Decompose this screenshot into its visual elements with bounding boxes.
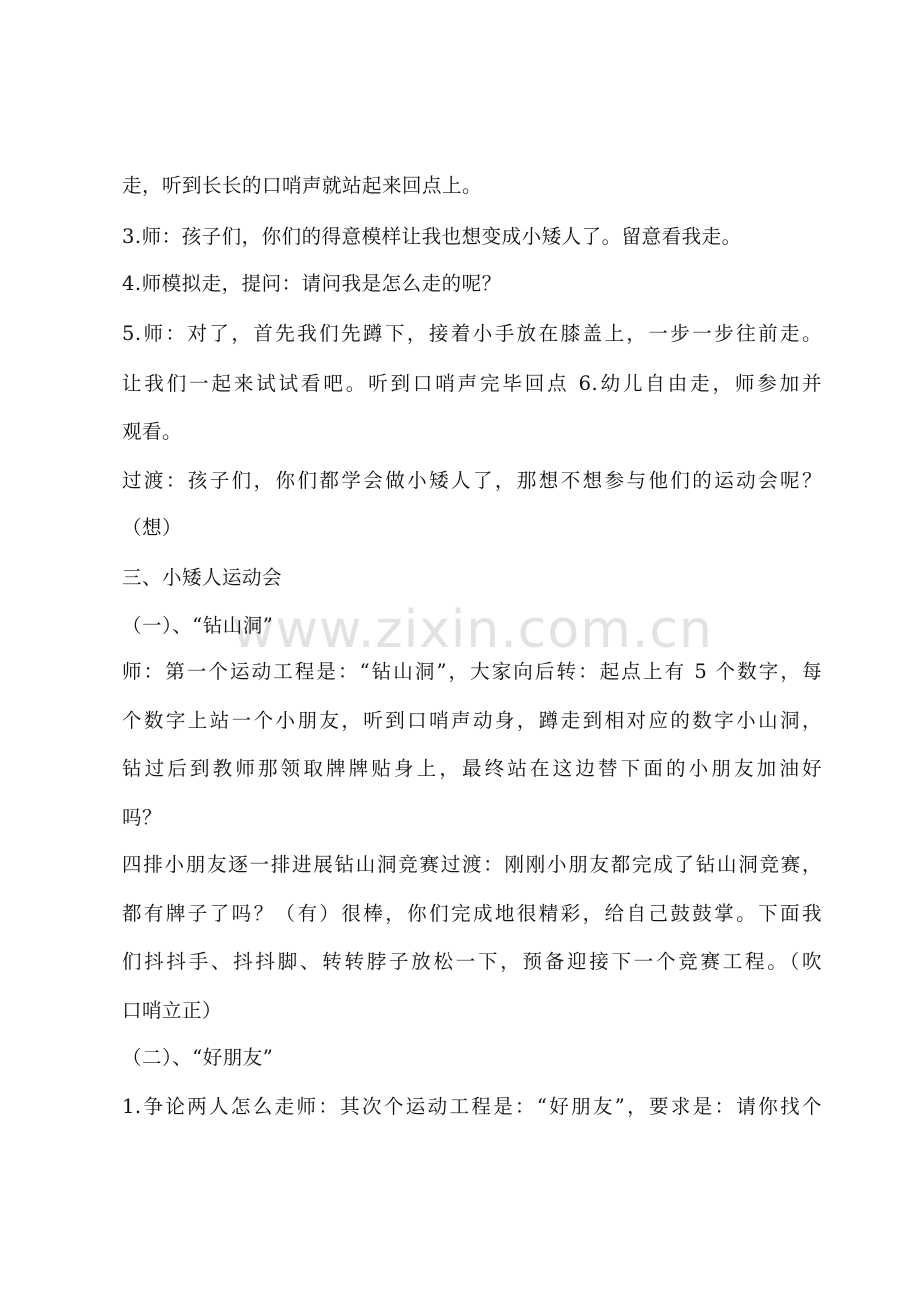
subsection-heading: （一）、“钻山洞” [122, 614, 274, 637]
watermark: www.zixin.com.cn [232, 600, 713, 660]
text-line: 吗？ [122, 806, 163, 829]
text-line: 3.师：孩子们，你们的得意模样让我也想变成小矮人了。留意看我走。 [122, 225, 742, 248]
text-line: 都有牌子了吗？（有）很棒，你们完成地很精彩，给自己鼓鼓掌。下面我 [122, 902, 822, 925]
text-line: 让我们一起来试试看吧。听到口哨声完毕回点 6.幼儿自由走，师参加并 [122, 372, 822, 395]
text-line: （想） [122, 516, 183, 539]
text-line: 4.师模拟走，提问：请问我是怎么走的呢？ [122, 272, 502, 295]
text-line: 钻过后到教师那领取牌牌贴身上，最终站在这边替下面的小朋友加油好 [122, 757, 822, 780]
text-line: 四排小朋友逐一排进展钻山洞竞赛过渡：刚刚小朋友都完成了钻山洞竞赛， [122, 853, 822, 876]
text-line: 走，听到长长的口哨声就站起来回点上。 [122, 174, 483, 197]
text-line: 过渡：孩子们，你们都学会做小矮人了，那想不想参与他们的运动会呢？ [122, 469, 822, 492]
section-heading: 三、小矮人运动会 [122, 566, 283, 589]
text-line: 们抖抖手、抖抖脚、转转脖子放松一下，预备迎接下一个竞赛工程。（吹 [122, 950, 822, 973]
text-line: 5.师：对了，首先我们先蹲下，接着小手放在膝盖上，一步一步往前走。 [122, 322, 822, 345]
subsection-heading: （二）、“好朋友” [122, 1046, 274, 1069]
text-line: 1.争论两人怎么走师：其次个运动工程是：“好朋友”，要求是：请你找个 [122, 1095, 822, 1118]
text-line: 口哨立正） [122, 999, 223, 1022]
text-line: 观看。 [122, 420, 183, 443]
text-line: 个数字上站一个小朋友，听到口哨声动身，蹲走到相对应的数字小山洞， [122, 709, 822, 732]
text-line: 师：第一个运动工程是：“钻山洞”，大家向后转：起点上有 5 个数字，每 [122, 660, 822, 683]
